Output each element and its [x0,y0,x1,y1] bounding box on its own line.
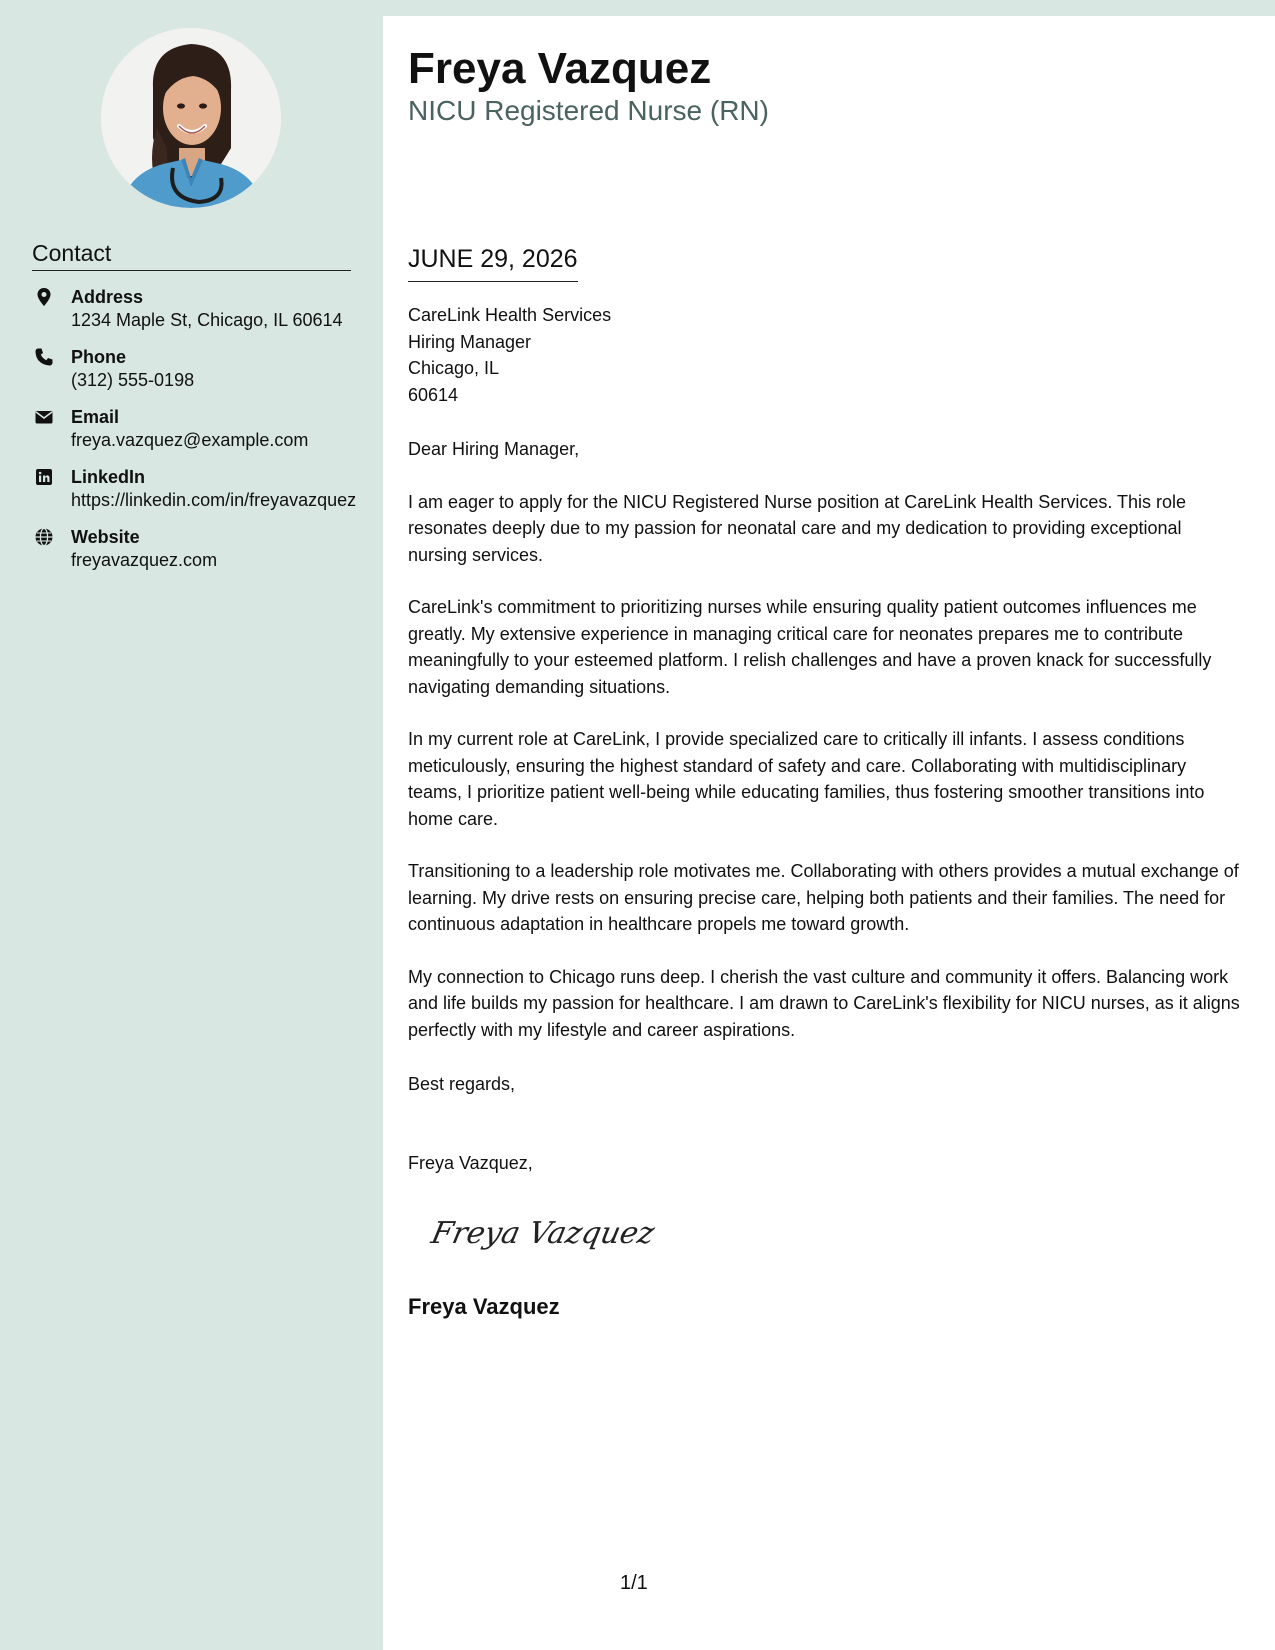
recipient-company: CareLink Health Services [408,305,612,325]
envelope-icon [34,407,54,427]
letter-paragraph: Transitioning to a leadership role motivates me. Collaborating with others provides a mutual exchange of learning. My drive rests on ensuring precise care, helping both patients and their families. The need for continuous adaptation in healthcare propels me toward growth. [408,861,1239,934]
contact-email [32,406,362,452]
salutation: Dear Hiring Manager, [408,439,580,459]
sign-off-name: Freya Vazquez, [408,1153,533,1173]
avatar [101,28,281,208]
recipient-zip: 60614 [408,384,459,405]
recipient-city: Chicago, IL [408,358,500,378]
map-pin-icon [34,287,54,307]
website-value[interactable]: freyavazquez.com [71,550,218,570]
recipient-block [408,302,611,408]
handwritten-signature [428,1205,658,1261]
phone-value: (312) 555-0198 [71,370,195,390]
page-number: 1/1 [620,1572,648,1594]
contact-list [32,286,362,586]
address-value: 1234 Maple St, Chicago, IL 60614 [71,310,343,330]
letter-paragraph: My connection to Chicago runs deep. I cherish the vast culture and community it offers. Balancing work and life builds my passion for healthcare. I am drawn to CareLink's flexibility for NICU nurses, as it aligns perfectly with my lifestyle and career aspirations. [408,966,1240,1040]
contact-label: Website [71,527,140,547]
email-value[interactable]: freya.vazquez@example.com [71,430,309,450]
contact-address [32,286,362,332]
contact-label: Address [71,287,144,307]
signature-text: Freya Vazquez [428,1216,658,1251]
contact-phone [32,346,362,392]
linkedin-value[interactable]: https://linkedin.com/in/freyavazquez [71,490,357,510]
letter-date: JUNE 29, 2026 [408,243,578,282]
letter-paragraph: In my current role at CareLink, I provide specialized care to critically ill infants. I assess conditions meticulously, ensuring the highest standard of safety and care. Collaborating with multidisciplinary teams, I prioritize patient well-being while educating families, thus fostering smoother transitions into home care. [408,729,1205,829]
letter-body [408,436,1243,1069]
globe-icon [34,527,54,547]
printed-name: Freya Vazquez [408,1294,560,1319]
closing: Best regards, [408,1074,516,1094]
recipient-role: Hiring Manager [408,331,532,352]
contact-label: Phone [71,347,127,367]
contact-heading: Contact [32,238,351,271]
contact-label: LinkedIn [71,467,146,487]
linkedin-icon [34,467,54,487]
letter-paragraph: CareLink's commitment to prioritizing nurses while ensuring quality patient outcomes influences me greatly. My extensive experience in managing critical care for neonates prepares me to contribute meaningfully to your esteemed platform. I relish challenges and have a proven knack for successfully navigating demanding situations. [408,597,1212,697]
contact-website [32,526,362,572]
job-title: NICU Registered Nurse (RN) [408,95,769,126]
letter-paragraph: I am eager to apply for the NICU Registered Nurse position at CareLink Health Services. This role resonates deeply due to my passion for neonatal care and my dedication to providing exceptional nursing services. [408,491,1187,565]
contact-linkedin [32,466,362,512]
applicant-name: Freya Vazquez [408,44,712,93]
phone-icon [34,347,54,367]
contact-label: Email [71,407,120,427]
